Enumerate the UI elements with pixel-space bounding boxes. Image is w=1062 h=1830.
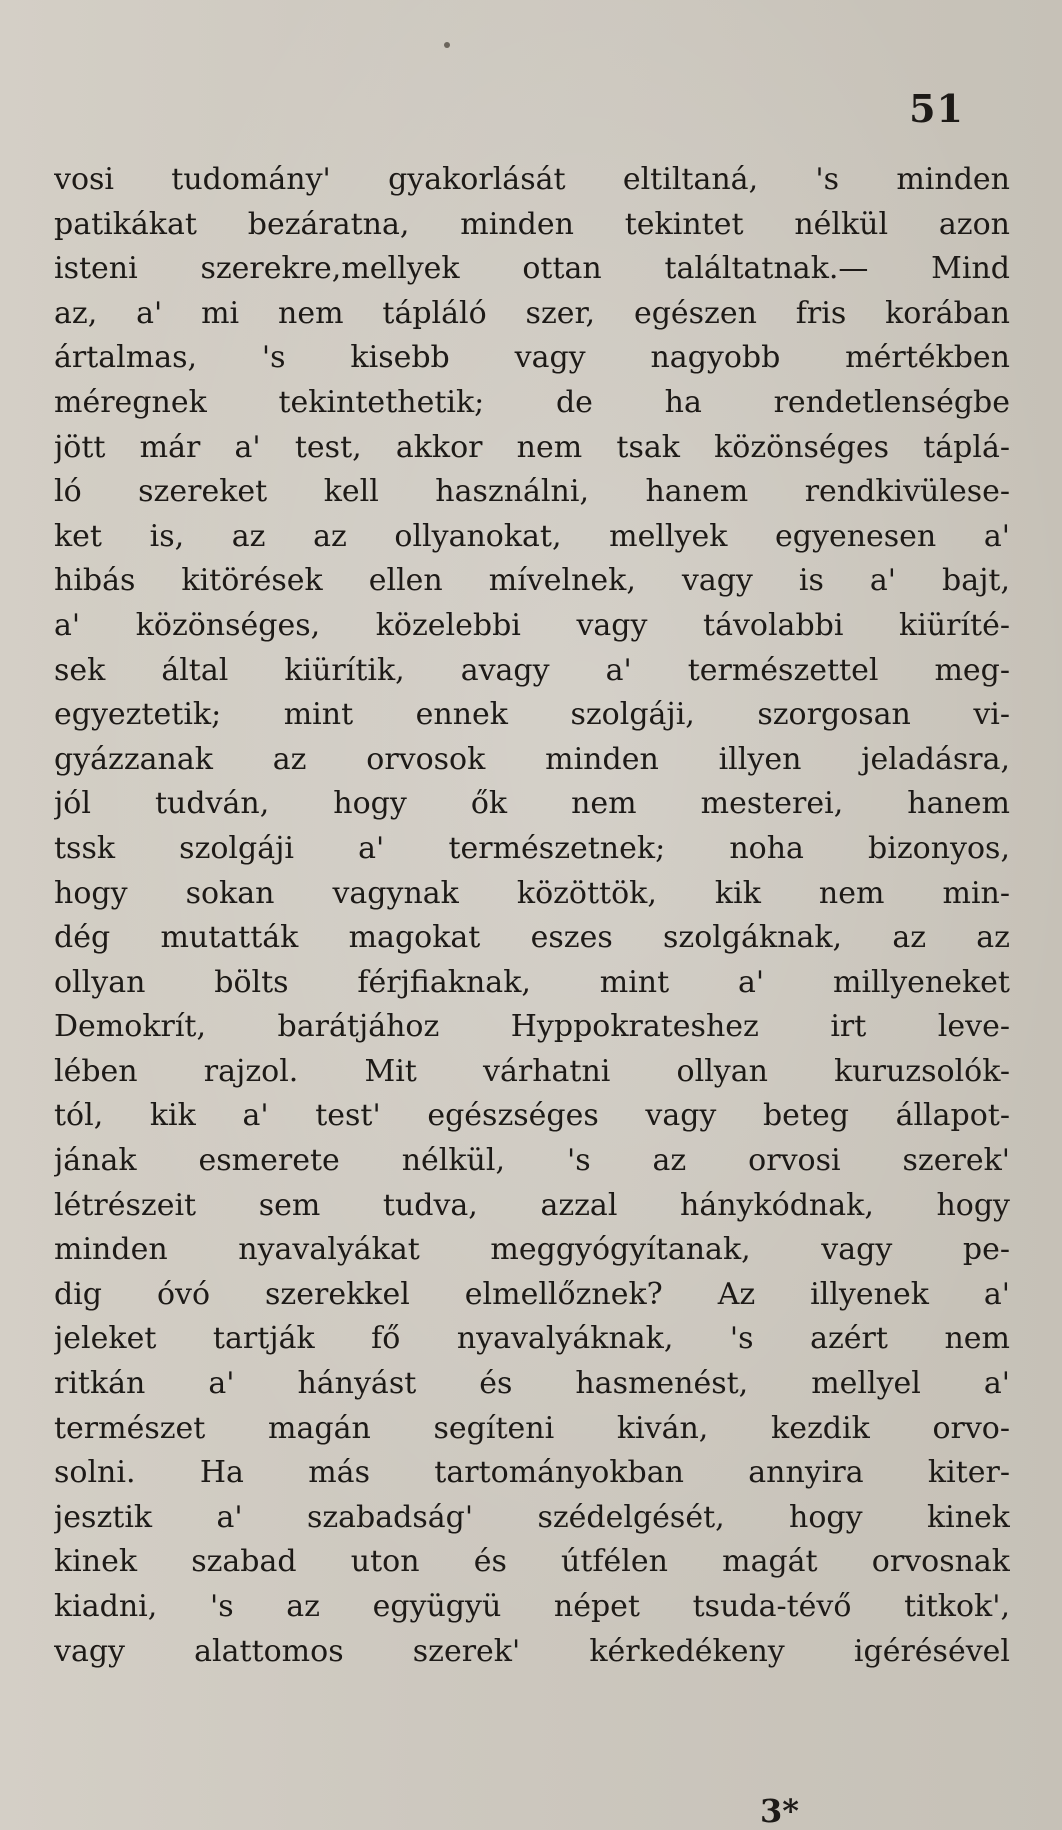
text-line: vosi tudomány' gyakorlását eltiltaná, 's minden — [54, 162, 1010, 197]
text-line: lében rajzol. Mit várhatni ollyan kuruzsolók- — [54, 1053, 1010, 1089]
text-line: hibás kitörések ellen mívelnek, vagy is a' bajt, — [54, 563, 1010, 599]
text-line: patikákat bezáratna, minden tekintet nélkül azon — [54, 206, 1010, 242]
text-line: vagy alattomos szerek' kérkedékeny igérésével — [54, 1633, 1010, 1669]
text-line: ket is, az az ollyanokat, mellyek egyenesen a' — [54, 518, 1010, 554]
text-line: az, a' mi nem tápláló szer, egészen fris korában — [54, 295, 1010, 331]
signature-mark: 3* — [760, 1792, 799, 1830]
text-line: méregnek tekintethetik; de ha rendetlenségbe — [54, 384, 1010, 420]
text-line: természet magán segíteni kiván, kezdik orvo- — [54, 1410, 1010, 1446]
text-line: kinek szabad uton és útfélen magát orvosnak — [54, 1544, 1010, 1580]
text-line: dig óvó szerekkel elmellőznek? Az illyenek a' — [54, 1276, 1010, 1312]
text-line: jának esmerete nélkül, 's az orvosi szerek' — [54, 1143, 1010, 1179]
page-number: 51 — [909, 86, 964, 131]
text-line: gyázzanak az orvosok minden illyen jeladásra, — [54, 741, 1010, 777]
text-line: solni. Ha más tartományokban annyira kiter- — [54, 1455, 1010, 1491]
text-line: ollyan bölts férjfiaknak, mint a' millyeneket — [54, 964, 1010, 1000]
text-line: kiadni, 's az együgyü népet tsuda-tévő titkok', — [54, 1589, 1010, 1624]
text-line: hogy sokan vagynak közöttök, kik nem min- — [54, 875, 1010, 911]
text-line: egyeztetik; mint ennek szolgáji, szorgosan vi- — [54, 697, 1010, 733]
text-line: jól tudván, hogy ők nem mesterei, hanem — [54, 786, 1010, 822]
text-line: jött már a' test, akkor nem tsak közönséges táplá- — [54, 429, 1010, 465]
text-line: Demokrít, barátjához Hyppokrateshez irt leve- — [54, 1009, 1010, 1045]
text-line: jesztik a' szabadság' szédelgését, hogy kinek — [54, 1499, 1010, 1535]
text-line: jeleket tartják fő nyavalyáknak, 's azért nem — [54, 1321, 1010, 1357]
text-line: létrészeit sem tudva, azzal hánykódnak, hogy — [54, 1187, 1010, 1223]
text-line: sek által kiürítik, avagy a' természettel meg- — [54, 652, 1010, 688]
text-line: dég mutatták magokat eszes szolgáknak, az az — [54, 920, 1010, 956]
text-line: a' közönséges, közelebbi vagy távolabbi kiüríté- — [54, 607, 1010, 643]
text-line: tól, kik a' test' egészséges vagy beteg állapot- — [54, 1098, 1010, 1134]
text-line: tssk szolgáji a' természetnek; noha bizonyos, — [54, 830, 1010, 866]
text-line: ritkán a' hányást és hasmenést, mellyel a' — [54, 1366, 1010, 1402]
text-line: ló szereket kell használni, hanem rendkivülese- — [54, 474, 1010, 510]
ink-spot — [444, 42, 450, 48]
text-line: isteni szerekre,mellyek ottan találtatnak.— Mind — [54, 251, 1010, 287]
body-text — [54, 158, 1010, 1674]
text-line: ártalmas, 's kisebb vagy nagyobb mértékben — [54, 340, 1010, 376]
text-line: minden nyavalyákat meggyógyítanak, vagy pe- — [54, 1232, 1010, 1268]
